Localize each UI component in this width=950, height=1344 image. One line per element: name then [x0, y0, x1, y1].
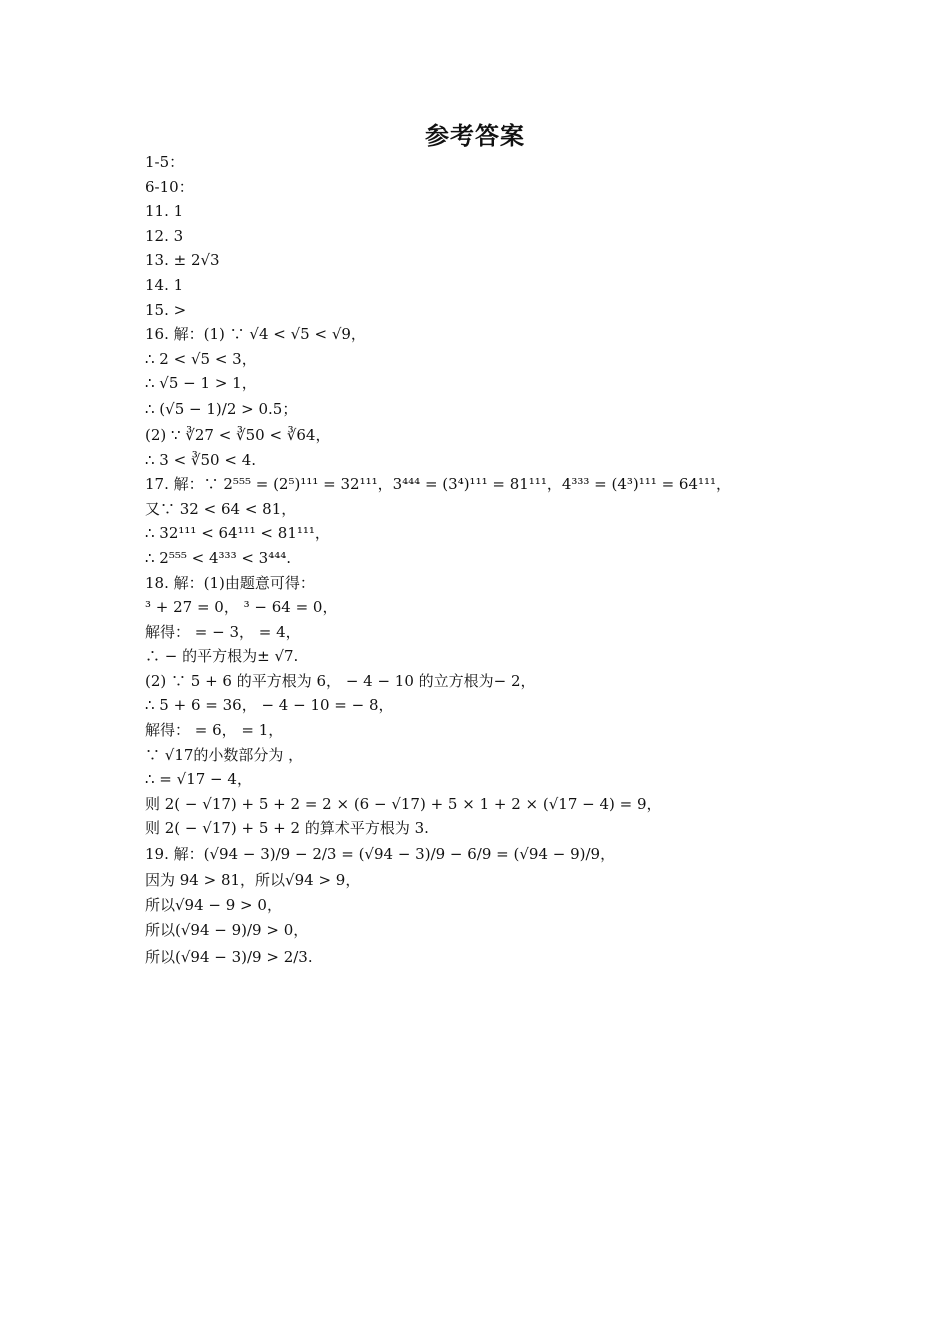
answer-line: 所以√94 − 9 > 0，: [145, 895, 282, 914]
answer-line: 18. 解：(1)由题意可得：: [145, 573, 315, 592]
answer-line: ∴ (√5 − 1)/2 > 0.5；: [145, 399, 298, 418]
answer-line: ∴ = √17 − 4，: [145, 770, 252, 789]
answer-line: 15. >: [145, 300, 187, 319]
answer-line: 11. 1: [145, 202, 184, 221]
answer-line: 解得： = − 3， = 4，: [145, 622, 301, 641]
answer-line: 6-10：: [145, 177, 194, 196]
answer-line: 16. 解：(1) ∵ √4 < √5 < √9，: [145, 325, 366, 344]
page-title: 参考答案: [425, 122, 525, 150]
answer-line: ∴ 2 < √5 < 3，: [145, 349, 257, 368]
answer-line: ∴ 3 < ∛50 < 4.: [145, 450, 257, 469]
answer-line: ∴ 5 + 6 = 36， − 4 − 10 = − 8，: [145, 696, 394, 715]
answer-line: 19. 解：(√94 − 3)/9 − 2/3 = (√94 − 3)/9 − 6/9 = (√94 − 9)/9，: [145, 845, 616, 864]
answer-line: 14. 1: [145, 275, 184, 294]
answer-line: ∴ 2⁵⁵⁵ < 4³³³ < 3⁴⁴⁴.: [145, 548, 292, 567]
answer-line: (2) ∵ ∛27 < ∛50 < ∛64，: [145, 425, 331, 444]
answer-line: 12. 3: [145, 226, 184, 245]
answer-line: ∵ √17的小数部分为 ，: [145, 745, 304, 764]
answer-line: 所以(√94 − 3)/9 > 2/3.: [145, 948, 313, 967]
answer-line: 17. 解：∵ 2⁵⁵⁵ = (2⁵)¹¹¹ = 32¹¹¹，3⁴⁴⁴ = (3⁴)¹¹¹ = 81¹¹¹，4³³³ = (4³)¹¹¹ = 64¹¹¹，: [145, 475, 732, 494]
answer-line: 所以(√94 − 9)/9 > 0，: [145, 921, 309, 940]
answer-line: 因为 94 > 81，所以√94 > 9，: [145, 871, 361, 890]
answer-line: 13. ± 2√3: [145, 251, 220, 270]
answer-line: ³ + 27 = 0， ³ − 64 = 0，: [145, 598, 338, 617]
answer-line: ∴ − 的平方根为± √7.: [145, 647, 299, 666]
answer-line: 则 2( − √17) + 5 + 2 = 2 × (6 − √17) + 5 × 1 + 2 × (√17 − 4) = 9，: [145, 794, 662, 813]
answer-line: ∴ 32¹¹¹ < 64¹¹¹ < 81¹¹¹，: [145, 524, 330, 543]
answer-line: 则 2( − √17) + 5 + 2 的算术平方根为 3.: [145, 819, 429, 838]
answer-line: (2) ∵ 5 + 6 的平方根为 6， − 4 − 10 的立方根为− 2，: [145, 671, 536, 690]
answer-line: 解得： = 6， = 1，: [145, 721, 284, 740]
answer-line: 1-5：: [145, 153, 185, 171]
answer-content: [145, 150, 845, 971]
answer-line: 又∵ 32 < 64 < 81，: [145, 499, 297, 518]
answer-line: ∴ √5 − 1 > 1，: [145, 374, 257, 393]
